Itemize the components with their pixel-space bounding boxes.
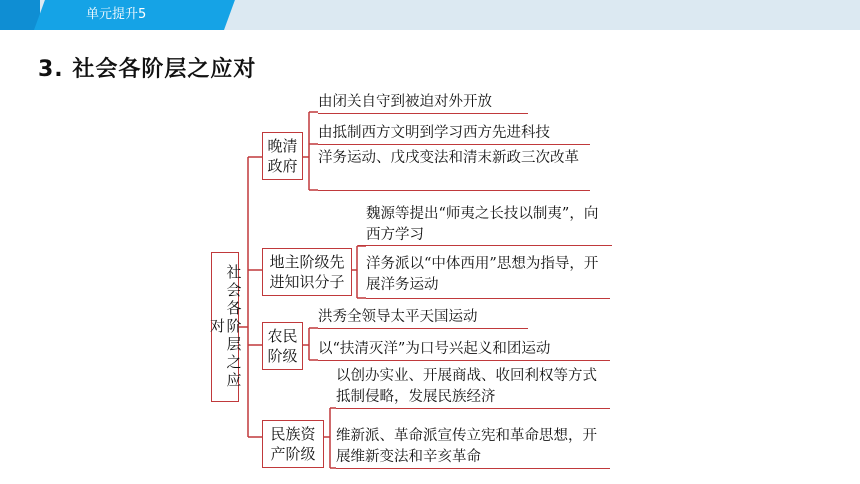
branch1-connector — [303, 112, 318, 190]
branch-late-qing-gov — [262, 132, 303, 180]
branch-peasant-class — [262, 322, 303, 370]
branch3-item-2: 以“扶清灭洋”为口号兴起义和团运动 — [318, 339, 610, 361]
branch-label-line: 晚清 — [267, 137, 298, 155]
branch-landlord-intellectuals — [262, 248, 352, 296]
mindmap-root: 社会各阶层之应对 — [211, 252, 239, 402]
heading-number: 3. — [38, 57, 64, 82]
main-branches — [248, 157, 262, 437]
branch1-item-3: 洋务运动、戊戌变法和清末新政三次改革 — [318, 148, 590, 191]
branch1-item-1: 由闭关自守到被迫对外开放 — [318, 92, 528, 114]
branch-label-line: 阶级 — [267, 347, 298, 365]
branch4-connector — [324, 408, 336, 468]
branch-label-line: 进知识分子 — [269, 273, 345, 291]
section-tab-label: 单元提升5 — [86, 7, 147, 22]
branch-label-line: 农民 — [267, 327, 298, 345]
branch-label-line: 政府 — [267, 157, 298, 175]
heading-title: 社会各阶层之应对 — [72, 57, 257, 82]
branch2-item-2: 洋务派以“中体西用”思想为指导，开展洋务运动 — [366, 254, 610, 299]
branch4-item-1: 以创办实业、开展商战、收回利权等方式抵制侵略，发展民族经济 — [336, 366, 610, 409]
branch-label-line: 民族资 — [270, 425, 316, 443]
branch1-item-2: 由抵制西方文明到学习西方先进科技 — [318, 123, 590, 145]
branch4-item-2: 维新派、革命派宣传立宪和革命思想，开展维新变法和辛亥革命 — [336, 426, 610, 469]
branch2-connector — [352, 246, 366, 298]
branch3-connector — [303, 328, 318, 360]
branch-national-bourgeoisie — [262, 420, 324, 468]
branch-label-line: 产阶级 — [270, 445, 316, 463]
branch2-item-1: 魏源等提出“师夷之长技以制夷”，向西方学习 — [358, 204, 612, 246]
branch3-item-1: 洪秀全领导太平天国运动 — [318, 307, 528, 329]
branch-label-line: 地主阶级先 — [269, 253, 345, 271]
